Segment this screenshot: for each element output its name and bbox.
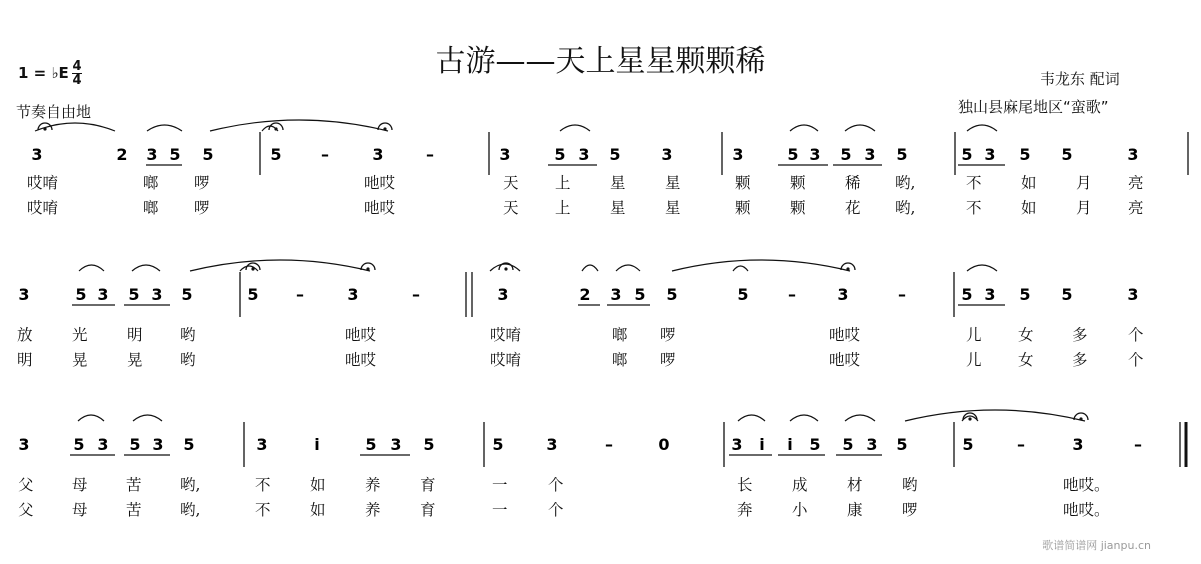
note: 3 bbox=[578, 145, 590, 164]
note: 5 bbox=[202, 145, 214, 164]
fermata-dot bbox=[274, 127, 277, 130]
lyric-syllable: 不 bbox=[966, 199, 982, 217]
note: 3 bbox=[31, 145, 43, 164]
note: 3 bbox=[146, 145, 158, 164]
note: 5 bbox=[896, 145, 908, 164]
slur bbox=[672, 260, 850, 271]
lyric-syllable: 女 bbox=[1018, 351, 1034, 369]
lyric-syllable: 吔哎。 bbox=[1063, 501, 1110, 519]
note: 5 bbox=[1019, 285, 1031, 304]
lyric-syllable: 啷 bbox=[612, 326, 628, 344]
lyric-syllable: 个 bbox=[548, 501, 564, 519]
note: i bbox=[314, 435, 320, 454]
fermata-dot bbox=[1079, 417, 1082, 420]
lyric-syllable: 哟, bbox=[180, 501, 201, 519]
note: 5 bbox=[1061, 145, 1073, 164]
note: 3 bbox=[372, 145, 384, 164]
fermata-dot bbox=[251, 267, 254, 270]
lyric-syllable: 啰 bbox=[660, 326, 676, 344]
slur bbox=[905, 410, 1085, 421]
lyric-syllable: 啷 bbox=[612, 351, 628, 369]
note: – bbox=[1134, 435, 1142, 454]
lyric-syllable: 吔哎 bbox=[364, 199, 396, 217]
note: 3 bbox=[984, 145, 996, 164]
slur bbox=[240, 266, 258, 271]
lyric-syllable: 啷 bbox=[143, 199, 159, 217]
lyric-syllable: 啰 bbox=[660, 351, 676, 369]
slur bbox=[132, 265, 160, 271]
lyric-syllable: 吔哎 bbox=[829, 326, 861, 344]
lyric-syllable: 哟, bbox=[180, 476, 201, 494]
fermata-dot bbox=[43, 127, 46, 130]
note: 3 bbox=[809, 145, 821, 164]
lyric-syllable: 父 bbox=[18, 476, 34, 494]
lyric-syllable: 苦 bbox=[126, 476, 142, 494]
key-signature: 1 = ♭E bbox=[18, 64, 69, 82]
time-signature-bottom: 4 bbox=[72, 73, 82, 88]
note: 5 bbox=[73, 435, 85, 454]
note: 5 bbox=[75, 285, 87, 304]
note: 3 bbox=[661, 145, 673, 164]
note: 5 bbox=[169, 145, 181, 164]
lyric-syllable: 如 bbox=[310, 501, 326, 519]
note: 5 bbox=[183, 435, 195, 454]
slur bbox=[790, 415, 818, 421]
note: i bbox=[787, 435, 793, 454]
note: 5 bbox=[634, 285, 646, 304]
note: 5 bbox=[840, 145, 852, 164]
credit-source: 独山县麻尾地区“蛮歌” bbox=[958, 98, 1109, 116]
lyric-syllable: 放 bbox=[17, 326, 33, 344]
note: 3 bbox=[1127, 145, 1139, 164]
note: 5 bbox=[128, 285, 140, 304]
slur bbox=[133, 415, 162, 421]
fermata-dot bbox=[504, 267, 507, 270]
note: 3 bbox=[731, 435, 743, 454]
lyric-syllable: 哎唷 bbox=[27, 174, 59, 192]
lyric-syllable: 个 bbox=[1128, 326, 1144, 344]
note: 5 bbox=[1061, 285, 1073, 304]
slur bbox=[845, 125, 875, 131]
note: 5 bbox=[787, 145, 799, 164]
lyric-syllable: 吔哎 bbox=[345, 351, 377, 369]
lyric-syllable: 哟 bbox=[180, 351, 196, 369]
lyric-syllable: 母 bbox=[72, 476, 88, 494]
lyric-syllable: 吔哎 bbox=[345, 326, 377, 344]
note: – bbox=[412, 285, 420, 304]
lyric-syllable: 啰 bbox=[194, 199, 210, 217]
note: 3 bbox=[864, 145, 876, 164]
lyric-syllable: 多 bbox=[1072, 326, 1088, 344]
tempo-marking: 节奏自由地 bbox=[16, 103, 92, 121]
lyric-syllable: 养 bbox=[365, 476, 381, 494]
lyric-syllable: 明 bbox=[127, 326, 143, 344]
lyric-syllable: 哎唷 bbox=[27, 199, 59, 217]
slur bbox=[79, 265, 104, 271]
note: – bbox=[426, 145, 434, 164]
lyric-syllable: 颗 bbox=[790, 174, 806, 192]
note: 3 bbox=[837, 285, 849, 304]
note: 5 bbox=[737, 285, 749, 304]
slur bbox=[35, 123, 115, 131]
slur bbox=[733, 266, 748, 271]
note: 3 bbox=[732, 145, 744, 164]
lyric-syllable: 哟, bbox=[895, 199, 916, 217]
note: 3 bbox=[152, 435, 164, 454]
note: – bbox=[1017, 435, 1025, 454]
note: 5 bbox=[1019, 145, 1031, 164]
lyric-syllable: 成 bbox=[792, 476, 808, 494]
note: – bbox=[296, 285, 304, 304]
lyric-syllable: 儿 bbox=[966, 326, 982, 344]
lyric-syllable: 如 bbox=[310, 476, 326, 494]
lyric-syllable: 稀 bbox=[845, 174, 861, 192]
note: 3 bbox=[151, 285, 163, 304]
note: 3 bbox=[546, 435, 558, 454]
lyric-syllable: 晃 bbox=[127, 351, 143, 369]
note: 5 bbox=[961, 145, 973, 164]
lyric-syllable: 月 bbox=[1076, 174, 1092, 192]
lyric-syllable: 哟, bbox=[895, 174, 916, 192]
note: 3 bbox=[866, 435, 878, 454]
note: 5 bbox=[365, 435, 377, 454]
lyric-syllable: 母 bbox=[72, 501, 88, 519]
slur bbox=[967, 265, 997, 271]
lyric-syllable: 啷 bbox=[143, 174, 159, 192]
lyric-syllable: 不 bbox=[255, 476, 271, 494]
note: – bbox=[898, 285, 906, 304]
lyric-syllable: 月 bbox=[1076, 199, 1092, 217]
lyric-syllable: 父 bbox=[18, 501, 34, 519]
note: 3 bbox=[18, 435, 30, 454]
lyric-syllable: 吔哎 bbox=[364, 174, 396, 192]
lyric-syllable: 上 bbox=[555, 174, 571, 192]
lyric-syllable: 一 bbox=[492, 476, 508, 494]
note: 5 bbox=[492, 435, 504, 454]
lyric-syllable: 星 bbox=[610, 199, 626, 217]
lyric-syllable: 上 bbox=[555, 199, 571, 217]
lyric-syllable: 不 bbox=[255, 501, 271, 519]
lyric-syllable: 吔哎 bbox=[829, 351, 861, 369]
note: 3 bbox=[610, 285, 622, 304]
slur bbox=[190, 260, 370, 271]
page-title: 古游——天上星星颗颗稀 bbox=[435, 44, 766, 79]
lyric-syllable: 晃 bbox=[72, 351, 88, 369]
lyric-syllable: 颗 bbox=[790, 199, 806, 217]
lyric-syllable: 颗 bbox=[735, 199, 751, 217]
lyric-syllable: 儿 bbox=[966, 351, 982, 369]
note: 5 bbox=[896, 435, 908, 454]
note: 2 bbox=[116, 145, 128, 164]
slur bbox=[582, 265, 598, 271]
fermata-dot bbox=[968, 417, 971, 420]
lyric-syllable: 哟 bbox=[180, 326, 196, 344]
lyric-syllable: 啰 bbox=[194, 174, 210, 192]
lyric-syllable: 如 bbox=[1021, 174, 1037, 192]
note: 3 bbox=[97, 435, 109, 454]
lyric-syllable: 女 bbox=[1018, 326, 1034, 344]
slur bbox=[790, 125, 818, 131]
note: – bbox=[605, 435, 613, 454]
lyric-syllable: 啰 bbox=[902, 501, 918, 519]
lyric-syllable: 多 bbox=[1072, 351, 1088, 369]
note: 3 bbox=[390, 435, 402, 454]
time-signature-top: 4 bbox=[72, 59, 82, 74]
lyric-syllable: 养 bbox=[365, 501, 381, 519]
note: 5 bbox=[809, 435, 821, 454]
slur bbox=[616, 265, 640, 271]
note: 3 bbox=[18, 285, 30, 304]
note: 2 bbox=[579, 285, 591, 304]
lyric-syllable: 长 bbox=[737, 476, 753, 494]
note: 5 bbox=[247, 285, 259, 304]
slur bbox=[210, 120, 388, 131]
lyric-syllable: 光 bbox=[72, 326, 88, 344]
slur bbox=[845, 415, 875, 421]
fermata-dot bbox=[383, 127, 386, 130]
lyric-syllable: 亮 bbox=[1128, 199, 1144, 217]
lyric-syllable: 哎唷 bbox=[490, 351, 522, 369]
lyric-syllable: 哎唷 bbox=[490, 326, 522, 344]
note: 3 bbox=[256, 435, 268, 454]
lyric-syllable: 一 bbox=[492, 501, 508, 519]
lyric-syllable: 花 bbox=[845, 199, 861, 217]
note: 3 bbox=[1127, 285, 1139, 304]
note: 5 bbox=[609, 145, 621, 164]
fermata-dot bbox=[846, 267, 849, 270]
note: – bbox=[788, 285, 796, 304]
note: 5 bbox=[181, 285, 193, 304]
lyric-syllable: 如 bbox=[1021, 199, 1037, 217]
lyric-syllable: 不 bbox=[966, 174, 982, 192]
note: 3 bbox=[984, 285, 996, 304]
note: 3 bbox=[499, 145, 511, 164]
lyric-syllable: 苦 bbox=[126, 501, 142, 519]
lyric-syllable: 天 bbox=[503, 199, 519, 217]
lyric-syllable: 育 bbox=[420, 476, 436, 494]
slur bbox=[78, 415, 104, 421]
lyric-syllable: 明 bbox=[17, 351, 33, 369]
note: i bbox=[759, 435, 765, 454]
lyric-syllable: 康 bbox=[847, 501, 863, 519]
lyric-syllable: 吔哎。 bbox=[1063, 476, 1110, 494]
note: 3 bbox=[97, 285, 109, 304]
note: 3 bbox=[347, 285, 359, 304]
lyric-syllable: 小 bbox=[792, 501, 808, 519]
lyric-syllable: 个 bbox=[548, 476, 564, 494]
note: 3 bbox=[497, 285, 509, 304]
lyric-syllable: 育 bbox=[420, 501, 436, 519]
credit-lyricist: 韦龙东 配词 bbox=[1040, 70, 1120, 88]
lyric-syllable: 个 bbox=[1128, 351, 1144, 369]
note: 5 bbox=[554, 145, 566, 164]
watermark: 歌谱简谱网 jianpu.cn bbox=[1042, 539, 1151, 552]
note: 3 bbox=[1072, 435, 1084, 454]
slur bbox=[738, 415, 765, 421]
lyric-syllable: 材 bbox=[847, 476, 863, 494]
note: 5 bbox=[423, 435, 435, 454]
lyric-syllable: 奔 bbox=[737, 501, 753, 519]
slur bbox=[560, 125, 590, 131]
note: – bbox=[321, 145, 329, 164]
note: 0 bbox=[658, 435, 670, 454]
lyric-syllable: 星 bbox=[665, 174, 681, 192]
lyric-syllable: 星 bbox=[665, 199, 681, 217]
note: 5 bbox=[270, 145, 282, 164]
note: 5 bbox=[961, 285, 973, 304]
slur bbox=[967, 125, 997, 131]
note: 5 bbox=[666, 285, 678, 304]
note: 5 bbox=[962, 435, 974, 454]
note: 5 bbox=[129, 435, 141, 454]
note: 5 bbox=[842, 435, 854, 454]
lyric-syllable: 亮 bbox=[1128, 174, 1144, 192]
fermata-dot bbox=[366, 267, 369, 270]
lyric-syllable: 天 bbox=[503, 174, 519, 192]
lyric-syllable: 哟 bbox=[902, 476, 918, 494]
lyric-syllable: 星 bbox=[610, 174, 626, 192]
lyric-syllable: 颗 bbox=[735, 174, 751, 192]
slur bbox=[147, 125, 182, 131]
